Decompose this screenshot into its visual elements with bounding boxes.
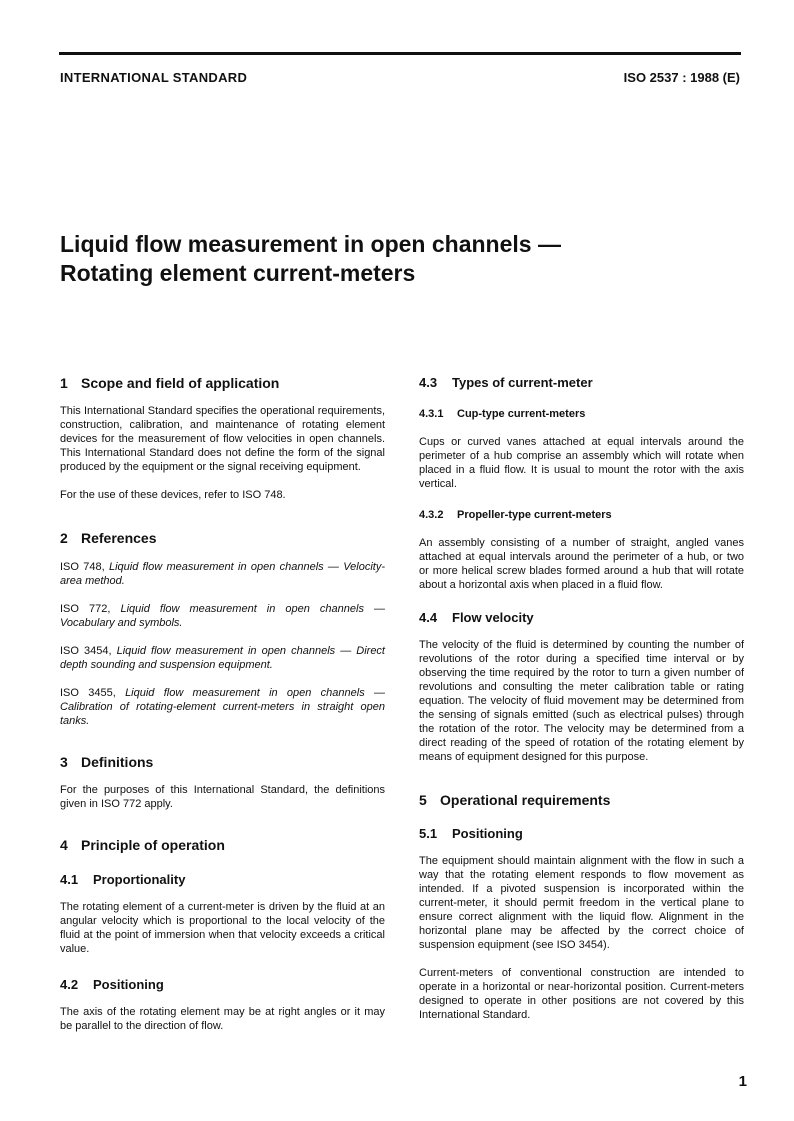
section-title: Principle of operation [81, 837, 225, 853]
section-title: Proportionality [93, 872, 186, 887]
section-number: 5 [419, 792, 427, 808]
section-4-1-heading [60, 871, 385, 888]
section-number: 1 [60, 375, 68, 391]
reference-iso-772 [60, 602, 385, 630]
reference-code: ISO 748, [60, 561, 105, 573]
section-4-1-paragraph: The rotating element of a current-meter is driven by the fluid at an angular velocity which is proportional to the local velocity of the fluid at the point of immersion when that velocity exceeds a critical value. [60, 901, 385, 955]
section-number: 2 [60, 530, 68, 546]
section-5-1-paragraph-1: The equipment should maintain alignment with the flow in such a way that the rotating element responds to flow movement as intended. If a pivoted suspension is incorporated within the current-meter, it should permit freedom in the vertical plane to ensure correct alignment with the liquid flow. Alignment in the horizontal plane may be affected by the correct choice of suspension equipment (see ISO 3454). [419, 855, 744, 951]
section-3-paragraph: For the purposes of this International Standard, the definitions given in ISO 772 apply. [60, 784, 385, 810]
section-5-heading [419, 791, 744, 809]
reference-iso-3454 [60, 644, 385, 672]
section-1-paragraph-2: For the use of these devices, refer to ISO 748. [60, 489, 286, 501]
header-rule [59, 52, 741, 55]
reference-iso-748 [60, 560, 385, 588]
section-3-heading [60, 753, 385, 771]
section-1-heading [60, 374, 385, 392]
section-title: Definitions [81, 754, 154, 770]
section-4-3-heading [419, 374, 744, 391]
document-title-line-1: Liquid flow measurement in open channels — [60, 231, 561, 257]
section-title: Flow velocity [452, 610, 534, 625]
section-4-3-1-paragraph: Cups or curved vanes attached at equal intervals around the perimeter of a hub comprise an assembly which will rotate when placed in a fluid flow. It is usual to mount the rotor with the axis vertical. [419, 436, 744, 490]
right-column [419, 374, 744, 1022]
section-number: 4 [60, 837, 68, 853]
section-number: 5.1 [419, 826, 438, 841]
section-4-3-2-heading [419, 508, 744, 523]
section-title: Types of current-meter [452, 375, 593, 390]
document-title-line-2: Rotating element current-meters [60, 260, 416, 286]
section-title: Propeller-type current-meters [457, 509, 612, 521]
section-1-paragraph-1: This International Standard specifies the operational requirements, construction, calibration, and maintenance of rotating element devices for the measurement of flow velocities in open channels. This International Standard does not define the form of the signal produced by the equipment or the signal receiving equipment. [60, 405, 385, 473]
section-5-1-paragraph-2: Current-meters of conventional construction are intended to operate in a horizontal or near-horizontal position. Current-meters designed to operate in other positions are not covered by this International Standard. [419, 967, 744, 1021]
section-number: 4.3.2 [419, 509, 444, 521]
section-title: Cup-type current-meters [457, 408, 586, 420]
section-2-heading [60, 529, 385, 547]
reference-code: ISO 3454, [60, 645, 112, 657]
section-number: 4.3.1 [419, 408, 444, 420]
section-number: 3 [60, 754, 68, 770]
section-title: Scope and field of application [81, 375, 280, 391]
reference-code: ISO 772, [60, 603, 111, 615]
reference-title: Liquid flow measurement in open channels — Direct depth sounding and suspension equipment. [60, 645, 385, 671]
section-title: Positioning [452, 826, 523, 841]
section-4-3-1-heading [419, 407, 744, 422]
section-title: Operational requirements [440, 792, 611, 808]
section-4-2-heading [60, 976, 385, 993]
section-4-heading [60, 836, 385, 854]
section-4-4-paragraph: The velocity of the fluid is determined by counting the number of revolutions of the rotor during a specified time interval or by observing the time required by the rotor to turn a given number of revolutions and consulting the meter calibration table or rating equation. The velocity of fluid movement may be determined from the sensing of signals emitted (such as electrical pulses) through the rotation of the rotor. The velocity may be determined from a direct reading of the speed of rotation of the rotating element by means of equipment designed for this purpose. [419, 639, 744, 763]
section-title: Positioning [93, 977, 164, 992]
left-column [60, 374, 385, 1033]
reference-code: ISO 3455, [60, 687, 116, 699]
section-number: 4.2 [60, 977, 79, 992]
header-standard-number: ISO 2537 : 1988 (E) [623, 70, 740, 85]
reference-iso-3455 [60, 686, 385, 728]
section-4-3-2-paragraph: An assembly consisting of a number of straight, angled vanes attached at equal intervals around the perimeter of a hub, or two or more helical screw blades formed around a hub that will rotate about a horizontal axis when placed in a fluid flow. [419, 537, 744, 591]
section-number: 4.1 [60, 872, 79, 887]
section-number: 4.3 [419, 375, 438, 390]
section-title: References [81, 530, 157, 546]
section-4-4-heading [419, 609, 744, 626]
section-number: 4.4 [419, 610, 438, 625]
reference-title: Liquid flow measurement in open channels — Vocabulary and symbols. [60, 603, 386, 629]
reference-title: Liquid flow measurement in open channels — Calibration of rotating-element current-meters in straight open tanks. [60, 687, 385, 727]
section-4-2-paragraph: The axis of the rotating element may be at right angles or it may be parallel to the direction of flow. [60, 1006, 385, 1032]
document-title [60, 230, 700, 288]
header-document-type: INTERNATIONAL STANDARD [60, 70, 248, 85]
section-5-1-heading [419, 825, 744, 842]
page-number: 1 [738, 1073, 747, 1090]
reference-title: Liquid flow measurement in open channels — Velocity-area method. [60, 561, 385, 587]
